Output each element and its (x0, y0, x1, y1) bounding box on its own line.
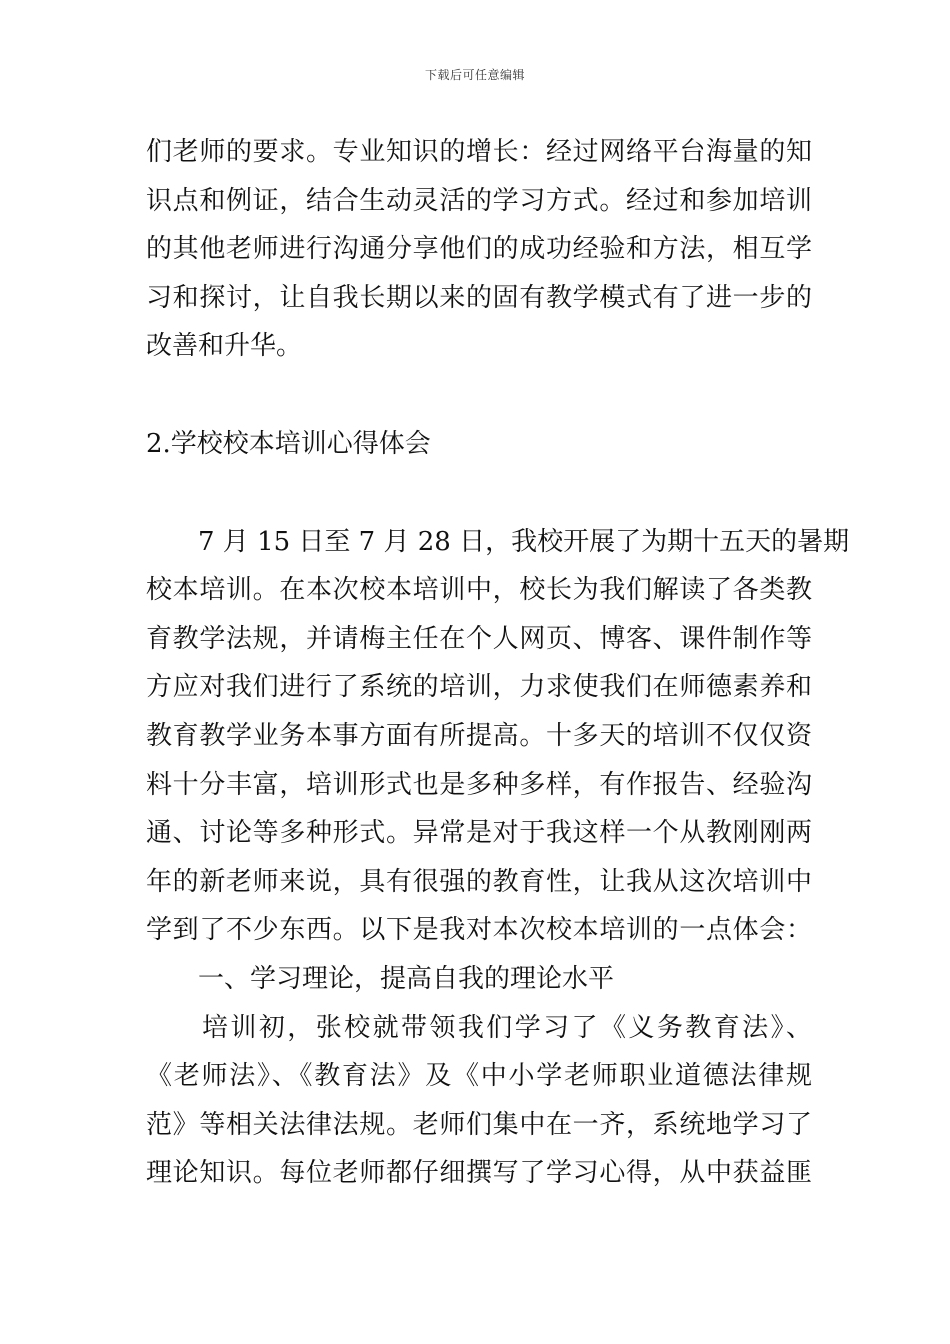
text-line: 校本培训。在本次校本培训中，校长为我们解读了各类教 (146, 575, 812, 606)
text-line: 通、讨论等多种形式。异常是对于我这样一个从教刚刚两 (146, 818, 812, 849)
section-title: 2.学校校本培训心得体会 (146, 428, 431, 459)
document-body (146, 128, 850, 1198)
subheading: 一、学习理论，提高自我的理论水平 (198, 963, 615, 994)
text-line: 的其他老师进行沟通分享他们的成功经验和方法，相互学 (146, 234, 812, 265)
text-line: 料十分丰富，培训形式也是多种多样，有作报告、经验沟 (146, 769, 812, 800)
text-line: 年的新老师来说，具有很强的教育性，让我从这次培训中 (146, 866, 812, 897)
text-line: 学到了不少东西。以下是我对本次校本培训的一点体会： (146, 915, 812, 946)
text-line: 育教学法规，并请梅主任在个人网页、博客、课件制作等 (146, 623, 812, 654)
text-line: 习和探讨，让自我长期以来的固有教学模式有了进一步的 (146, 282, 812, 313)
paragraph-continuation (146, 128, 812, 371)
text-line: 改善和升华。 (146, 331, 303, 362)
page-header: 下载后可任意编辑 (424, 68, 525, 82)
text-line: 范》等相关法律法规。老师们集中在一齐，系统地学习了 (146, 1109, 812, 1140)
paragraph-theory-study (146, 1004, 812, 1198)
text-line: 识点和例证，结合生动灵活的学习方式。经过和参加培训 (146, 185, 812, 216)
text-line: 方应对我们进行了系统的培训，力求使我们在师德素养和 (146, 672, 812, 703)
spacer (146, 469, 812, 518)
text-line: 理论知识。每位老师都仔细撰写了学习心得，从中获益匪 (146, 1158, 812, 1189)
text-line: 培训初，张校就带领我们学习了《义务教育法》、 (202, 1012, 812, 1043)
text-line: 们老师的要求。专业知识的增长：经过网络平台海量的知 (146, 137, 812, 167)
text-line: 教育教学业务本事方面有所提高。十多天的培训不仅仅资 (146, 720, 812, 751)
text-line: 《老师法》、《教育法》及《中小学老师职业道德法律规 (146, 1061, 812, 1092)
paragraph-training-intro (146, 518, 850, 955)
spacer (146, 371, 812, 420)
text-line: 7 月 15 日至 7 月 28 日，我校开展了为期十五天的暑期 (198, 526, 850, 557)
